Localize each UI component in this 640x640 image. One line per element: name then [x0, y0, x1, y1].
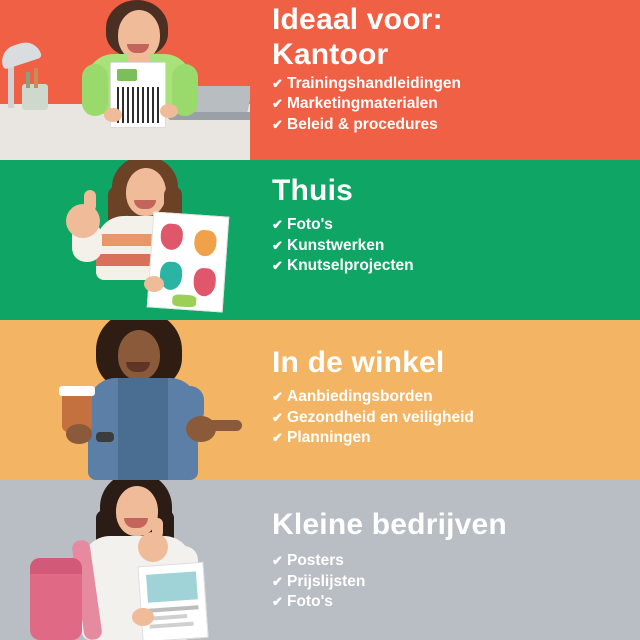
left-arm: [82, 64, 108, 116]
list-item-label: Kunstwerken: [287, 236, 385, 254]
coffee-lid: [59, 386, 95, 396]
pen: [26, 72, 30, 88]
list-item-label: Foto's: [287, 593, 333, 611]
list-item-label: Gezondheid en veiligheid: [287, 408, 474, 426]
left-hand: [132, 608, 154, 626]
pencil: [34, 68, 38, 88]
list-item-label: Foto's: [287, 216, 333, 233]
lead-title: Ideaal voor:: [272, 3, 443, 36]
band-home: [0, 160, 640, 320]
band-store: [0, 320, 640, 480]
list-item-label: Planningen: [287, 429, 371, 447]
list-item: [272, 94, 626, 115]
check-icon: ✔: [272, 409, 283, 425]
content-store: [262, 320, 640, 480]
list-item: [272, 236, 626, 257]
left-hand: [104, 108, 122, 122]
bullet-list-office: [272, 74, 626, 136]
list-item: [272, 572, 626, 593]
heading-store: In de winkel: [272, 346, 445, 379]
thumb: [84, 190, 96, 212]
list-item-label: Prijslijsten: [287, 572, 366, 590]
check-icon: ✔: [272, 75, 283, 91]
photo-office: [0, 0, 250, 160]
index-finger: [208, 420, 242, 431]
check-icon: ✔: [272, 217, 283, 232]
check-icon: ✔: [272, 116, 283, 132]
list-item: [272, 215, 626, 236]
heading-office: Kantoor: [272, 37, 389, 71]
head: [118, 330, 160, 380]
bullet-list-business: [272, 551, 626, 613]
band-business: [0, 480, 640, 640]
watch: [96, 432, 114, 442]
band-office: [0, 0, 640, 160]
list-item-label: Beleid & procedures: [287, 115, 438, 133]
check-icon: ✔: [272, 430, 283, 446]
list-item-label: Posters: [287, 552, 344, 569]
bullet-list-store: [272, 387, 626, 449]
right-hand: [160, 104, 178, 118]
list-item: [272, 256, 626, 277]
check-icon: ✔: [272, 96, 283, 112]
heading-home: Thuis: [272, 174, 353, 207]
printed-poster: [137, 562, 208, 640]
list-item-label: Trainingshandleidingen: [287, 74, 461, 92]
list-item: [272, 74, 626, 95]
bullet-list-home: [272, 215, 626, 277]
check-icon: ✔: [272, 237, 283, 253]
list-item: [272, 551, 626, 572]
right-hand: [144, 276, 164, 292]
check-icon: ✔: [272, 553, 283, 568]
yoga-mat-top: [30, 558, 82, 574]
thumb: [152, 518, 163, 538]
list-item: [272, 115, 626, 136]
content-office: [262, 0, 640, 160]
list-item: [272, 408, 626, 429]
list-item: [272, 387, 626, 408]
content-home: [262, 160, 640, 320]
check-icon: ✔: [272, 258, 283, 274]
check-icon: ✔: [272, 573, 283, 589]
handprint-artwork: [147, 211, 230, 312]
heading-business: Kleine bedrijven: [272, 508, 507, 541]
list-item-label: Marketingmaterialen: [287, 95, 438, 113]
check-icon: ✔: [272, 594, 283, 610]
list-item: [272, 428, 626, 449]
list-item-label: Knutselprojecten: [287, 257, 414, 275]
lamp-shade: [0, 38, 42, 69]
content-business: [262, 480, 640, 640]
left-hand: [66, 424, 92, 444]
photo-store: [0, 320, 250, 480]
apron: [118, 378, 168, 480]
check-icon: ✔: [272, 389, 283, 404]
photo-business: [0, 480, 250, 640]
list-item-label: Aanbiedingsborden: [287, 388, 433, 405]
list-item: [272, 592, 626, 613]
photo-home: [0, 160, 250, 320]
